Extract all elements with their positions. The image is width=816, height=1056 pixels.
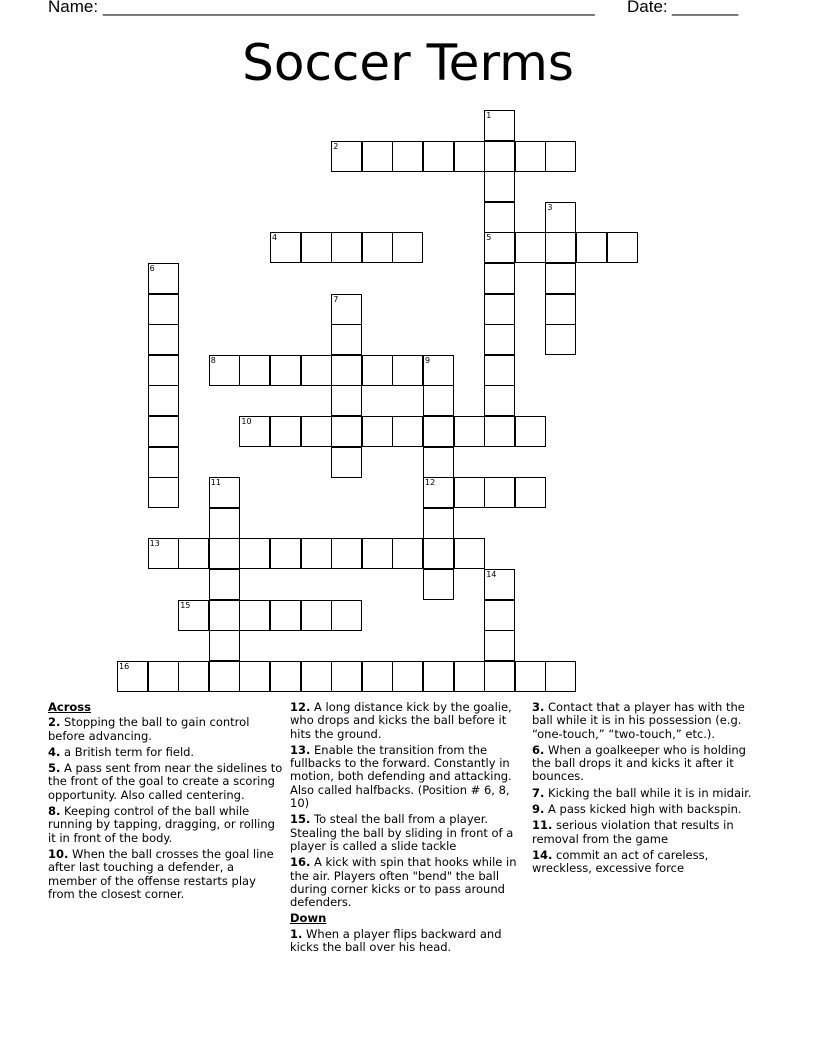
- cell-number: 7: [333, 294, 339, 304]
- clue-text: Enable the transition from the fullbacks to the forward. Constantly in motion, both defending and attacking. Also called halfbacks. (Position # 6, 8, 10): [290, 742, 512, 811]
- crossword-cell[interactable]: [454, 141, 485, 172]
- across-list-1: [48, 716, 283, 901]
- crossword-cell[interactable]: [362, 538, 393, 569]
- clue-text: Keeping control of the ball while running by tapping, dragging, or rolling it in front of the body.: [48, 804, 275, 845]
- clue-5: [48, 762, 283, 802]
- crossword-cell[interactable]: [148, 538, 179, 569]
- name-label: Name:: [48, 0, 99, 16]
- crossword-cell[interactable]: [484, 416, 515, 447]
- crossword-cell[interactable]: [270, 538, 301, 569]
- clue-16: [290, 856, 525, 909]
- crossword-cell[interactable]: [301, 232, 332, 263]
- clue-8: [48, 805, 283, 845]
- crossword-cell[interactable]: [484, 324, 515, 355]
- clue-number: 4.: [48, 744, 61, 759]
- crossword-cell[interactable]: [270, 232, 301, 263]
- cell-number: 8: [210, 355, 216, 365]
- crossword-cell[interactable]: [362, 416, 393, 447]
- clue-text: A long distance kick by the goalie, who drops and kicks the ball before it hits the ground.: [290, 700, 512, 741]
- crossword-cell[interactable]: [148, 416, 179, 447]
- crossword-cell[interactable]: [392, 661, 423, 692]
- clues-column-1: [48, 701, 283, 904]
- date-label: Date:: [627, 0, 668, 16]
- crossword-cell[interactable]: [148, 385, 179, 416]
- crossword-cell[interactable]: [362, 355, 393, 386]
- crossword-cell[interactable]: [484, 294, 515, 325]
- crossword-cell[interactable]: [301, 416, 332, 447]
- crossword-cell[interactable]: [423, 447, 454, 478]
- clue-6: [532, 744, 767, 784]
- crossword-cell[interactable]: [239, 661, 270, 692]
- clue-number: 8.: [48, 804, 61, 819]
- crossword-cell[interactable]: [392, 355, 423, 386]
- cell-number: 12: [425, 478, 436, 488]
- clue-10: [48, 848, 283, 901]
- crossword-cell[interactable]: [484, 661, 515, 692]
- crossword-cell[interactable]: [545, 263, 576, 294]
- crossword-cell[interactable]: [148, 294, 179, 325]
- clue-text: A pass kicked high with backspin.: [544, 802, 742, 817]
- crossword-cell[interactable]: [423, 416, 454, 447]
- crossword-cell[interactable]: [148, 263, 179, 294]
- crossword-cell[interactable]: [484, 477, 515, 508]
- crossword-cell[interactable]: [423, 508, 454, 539]
- clues-column-2: [290, 701, 525, 957]
- cell-number: 11: [210, 478, 221, 488]
- crossword-cell[interactable]: [515, 661, 546, 692]
- crossword-cell[interactable]: [239, 600, 270, 631]
- down-list-2: [532, 701, 767, 876]
- crossword-cell[interactable]: [515, 141, 546, 172]
- clues-column-3: [532, 701, 767, 879]
- crossword-cell[interactable]: [270, 600, 301, 631]
- crossword-cell[interactable]: [545, 294, 576, 325]
- crossword-cell[interactable]: [301, 600, 332, 631]
- crossword-cell[interactable]: [209, 538, 240, 569]
- clue-text: A pass sent from near the sidelines to the front of the goal to create a scoring opportunity. Also called centering.: [48, 761, 283, 802]
- crossword-cell[interactable]: [331, 355, 362, 386]
- clue-12: [290, 701, 525, 741]
- crossword-cell[interactable]: [331, 600, 362, 631]
- clue-number: 7.: [532, 785, 545, 800]
- clue-number: 3.: [532, 700, 545, 714]
- name-line[interactable]: ____________________________________________________: [103, 0, 595, 16]
- crossword-cell[interactable]: [454, 538, 485, 569]
- crossword-cell[interactable]: [331, 294, 362, 325]
- crossword-cell[interactable]: [331, 385, 362, 416]
- clue-number: 10.: [48, 846, 69, 861]
- crossword-cell[interactable]: [423, 141, 454, 172]
- crossword-cell[interactable]: [484, 202, 515, 233]
- crossword-cell[interactable]: [423, 355, 454, 386]
- cell-number: 4: [272, 233, 278, 243]
- crossword-cell[interactable]: [331, 447, 362, 478]
- crossword-cell[interactable]: [178, 600, 209, 631]
- crossword-cell[interactable]: [515, 477, 546, 508]
- crossword-cell[interactable]: [423, 477, 454, 508]
- crossword-cell[interactable]: [331, 661, 362, 692]
- crossword-cell[interactable]: [178, 538, 209, 569]
- crossword-cell[interactable]: [209, 508, 240, 539]
- crossword-cell[interactable]: [576, 232, 607, 263]
- crossword-cell[interactable]: [423, 661, 454, 692]
- crossword-cell[interactable]: [178, 661, 209, 692]
- cell-number: 6: [149, 264, 155, 273]
- crossword-cell[interactable]: [484, 600, 515, 631]
- crossword-cell[interactable]: [545, 141, 576, 172]
- clue-text: a British term for field.: [60, 744, 195, 759]
- cell-number: 14: [486, 570, 497, 579]
- clue-number: 16.: [290, 855, 311, 870]
- crossword-cell[interactable]: [117, 661, 148, 692]
- crossword-cell[interactable]: [484, 385, 515, 416]
- crossword-cell[interactable]: [239, 355, 270, 386]
- across-list-2: [290, 701, 525, 909]
- crossword-cell[interactable]: [270, 661, 301, 692]
- crossword-cell[interactable]: [209, 661, 240, 692]
- crossword-cell[interactable]: [392, 141, 423, 172]
- clue-14: [532, 849, 767, 876]
- crossword-cell[interactable]: [331, 324, 362, 355]
- clue-4: [48, 746, 283, 759]
- crossword-cell[interactable]: [423, 569, 454, 600]
- crossword-cell[interactable]: [484, 171, 515, 202]
- clue-1: [290, 928, 525, 955]
- clue-text: commit an act of careless, wreckless, excessive force: [532, 847, 709, 876]
- crossword-cell[interactable]: [423, 385, 454, 416]
- crossword-cell[interactable]: [362, 232, 393, 263]
- clue-9: [532, 803, 767, 816]
- crossword-cell[interactable]: [209, 569, 240, 600]
- clue-number: 1.: [290, 926, 303, 941]
- crossword-cell[interactable]: [209, 477, 240, 508]
- clue-7: [532, 787, 767, 800]
- crossword-cell[interactable]: [148, 324, 179, 355]
- crossword-cell[interactable]: [484, 110, 515, 141]
- cell-number: 15: [180, 600, 191, 610]
- crossword-cell[interactable]: [209, 630, 240, 661]
- page-title: Soccer Terms: [242, 34, 574, 92]
- clue-2: [48, 716, 283, 743]
- crossword-cell[interactable]: [362, 661, 393, 692]
- crossword-cell[interactable]: [454, 661, 485, 692]
- crossword-cell[interactable]: [515, 416, 546, 447]
- across-heading: Across: [48, 700, 91, 714]
- crossword-cell[interactable]: [148, 661, 179, 692]
- crossword-cell[interactable]: [545, 202, 576, 233]
- clue-text: When a goalkeeper who is holding the ball drops it and kicks it after it bounces.: [532, 742, 746, 784]
- clue-text: When a player flips backward and kicks the ball over his head.: [290, 926, 502, 955]
- crossword-cell[interactable]: [148, 447, 179, 478]
- clue-number: 14.: [532, 847, 553, 862]
- clue-text: Kicking the ball while it is in midair.: [544, 785, 752, 800]
- cell-number: 13: [149, 539, 160, 549]
- crossword-cell[interactable]: [484, 569, 515, 600]
- crossword-cell[interactable]: [270, 416, 301, 447]
- crossword-cell[interactable]: [270, 355, 301, 386]
- cell-number: 9: [425, 355, 431, 365]
- cell-number: 2: [333, 141, 339, 151]
- crossword-cell[interactable]: [392, 416, 423, 447]
- clue-number: 2.: [48, 715, 61, 730]
- clue-text: To steal the ball from a player. Stealing the ball by sliding in front of a player is called a slide tackle: [290, 812, 514, 853]
- clue-3: [532, 701, 767, 741]
- crossword-cell[interactable]: [484, 263, 515, 294]
- clue-text: When the ball crosses the goal line after last touching a defender, a member of the offense restarts play from the closest corner.: [48, 846, 274, 901]
- crossword-cell[interactable]: [423, 538, 454, 569]
- clue-number: 5.: [48, 761, 61, 776]
- clue-number: 12.: [290, 700, 311, 714]
- crossword-cell[interactable]: [239, 538, 270, 569]
- crossword-cell[interactable]: [301, 355, 332, 386]
- crossword-cell[interactable]: [301, 538, 332, 569]
- clue-13: [290, 744, 525, 810]
- crossword-cell[interactable]: [484, 232, 515, 263]
- crossword-cell[interactable]: [607, 232, 638, 263]
- clue-15: [290, 813, 525, 853]
- clue-number: 15.: [290, 812, 311, 827]
- crossword-cell[interactable]: [331, 232, 362, 263]
- clue-text: serious violation that results in removal from the game: [532, 818, 734, 846]
- crossword-cell[interactable]: [484, 630, 515, 661]
- crossword-cell[interactable]: [209, 355, 240, 386]
- down-list-1: [290, 928, 525, 955]
- crossword-cell[interactable]: [209, 600, 240, 631]
- clue-text: Contact that a player has with the ball while it is in his possession (e.g. “one-touch,” “two-touch,” etc.).: [532, 700, 745, 741]
- crossword-cell[interactable]: [484, 355, 515, 386]
- crossword-cell[interactable]: [362, 141, 393, 172]
- crossword-cell[interactable]: [392, 538, 423, 569]
- crossword-cell[interactable]: [515, 232, 546, 263]
- clue-number: 11.: [532, 818, 553, 833]
- cell-number: 5: [486, 233, 492, 243]
- date-line[interactable]: _______: [672, 0, 739, 16]
- cell-number: 16: [119, 661, 130, 671]
- crossword-cell[interactable]: [545, 661, 576, 692]
- crossword-cell[interactable]: [331, 416, 362, 447]
- clue-text: A kick with spin that hooks while in the air. Players often "bend" the ball during corner kicks or to pass around defenders.: [290, 855, 517, 910]
- crossword-cell[interactable]: [545, 324, 576, 355]
- cell-number: 1: [486, 111, 492, 120]
- crossword-cell[interactable]: [148, 477, 179, 508]
- crossword-cell[interactable]: [239, 416, 270, 447]
- crossword-cell[interactable]: [484, 141, 515, 172]
- clue-number: 13.: [290, 742, 311, 757]
- crossword-cell[interactable]: [392, 232, 423, 263]
- crossword-cell[interactable]: [301, 661, 332, 692]
- crossword-cell[interactable]: [454, 477, 485, 508]
- crossword-cell[interactable]: [331, 141, 362, 172]
- crossword-cell[interactable]: [545, 232, 576, 263]
- clue-number: 6.: [532, 742, 545, 757]
- crossword-cell[interactable]: [331, 538, 362, 569]
- down-heading: Down: [290, 911, 327, 926]
- cell-number: 10: [241, 417, 252, 426]
- crossword-cell[interactable]: [148, 355, 179, 386]
- clue-text: Stopping the ball to gain control before advancing.: [48, 715, 250, 743]
- cell-number: 3: [547, 202, 553, 212]
- clue-number: 9.: [532, 802, 545, 817]
- clue-11: [532, 819, 767, 846]
- crossword-cell[interactable]: [454, 416, 485, 447]
